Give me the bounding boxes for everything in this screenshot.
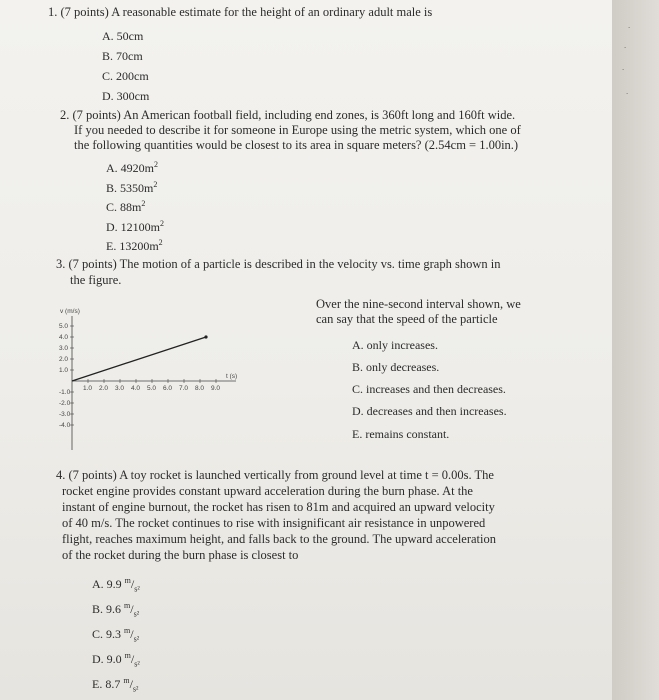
y-tick-label: 5.0 (59, 323, 69, 331)
x-tick-label: 6.0 (163, 385, 173, 392)
q1-option-b: B. 70cm (102, 49, 143, 63)
q2-option-b: B. $5350m^2$ (106, 180, 158, 195)
x-tick-label: 4.0 (131, 385, 141, 392)
q3-option-c: C. increases and then decreases. (352, 382, 506, 396)
margin-scribble: · (628, 24, 631, 32)
q2-option-d: D. $12100m^2$ (106, 219, 164, 234)
x-tick-label: 7.0 (179, 385, 189, 392)
q4-line1: 4. (7 points) A toy rocket is launched vertically from ground level at time t = 0.00s. The (56, 468, 494, 482)
x-tick-label: 1.0 (83, 385, 93, 392)
y-tick-label: 1.0 (59, 367, 69, 375)
q4-line5: flight, reaches maximum height, and falls back to the ground. The upward acceleration (62, 532, 496, 546)
y-tick-label: 4.0 (59, 334, 69, 342)
q4-line2: rocket engine provides constant upward acceleration during the burn phase. At the (62, 484, 473, 498)
margin-scribble: · (626, 90, 629, 98)
q4-line3: instant of engine burnout, the rocket has risen to 81m and acquired an upward velocity (62, 500, 495, 514)
q2-option-c: C. $88m^2$ (106, 199, 146, 214)
y-tick-label: -2.0 (59, 400, 71, 408)
y-tick-label: 2.0 (59, 356, 69, 364)
y-tick-label: 3.0 (59, 345, 69, 353)
x-tick-label: 3.0 (115, 385, 125, 392)
q1-option-c: C. 200cm (102, 69, 149, 83)
q4-line4: of 40 m/s. The rocket continues to rise with insignificant air resistance in unpowered (62, 516, 486, 530)
q2-option-e: E. $13200m^2$ (106, 238, 163, 253)
y-tick-label: -3.0 (59, 411, 71, 419)
q4-option-e: E. 8.7 $^m/_{s^2}$ (92, 676, 139, 694)
x-tick-label: 2.0 (99, 385, 109, 392)
x-tick-label: 5.0 (147, 385, 157, 392)
q3-stem2: can say that the speed of the particle (316, 312, 498, 326)
y-tick-label: -1.0 (59, 389, 71, 397)
margin-scribble: · (622, 66, 625, 74)
velocity-time-graph (58, 304, 248, 452)
q3-option-e: E. remains constant. (352, 427, 450, 441)
q4-line6: of the rocket during the burn phase is closest to (62, 548, 299, 562)
adjacent-page-edge (612, 0, 659, 700)
q1-prompt: 1. (7 points) A reasonable estimate for the height of an ordinary adult male is (48, 5, 433, 19)
q3-stem1: Over the nine-second interval shown, we (316, 297, 521, 311)
q3-option-a: A. only increases. (352, 338, 438, 352)
velocity-line (72, 337, 206, 381)
q3-line1: 3. (7 points) The motion of a particle is described in the velocity vs. time graph shown in (56, 257, 501, 271)
q4-option-c: C. 9.3 $^m/_{s^2}$ (92, 626, 140, 644)
q3-option-b: B. only decreases. (352, 360, 440, 374)
q2-option-a: A. $4920m^2$ (106, 160, 158, 175)
q4-option-a: A. 9.9 $^m/_{s^2}$ (92, 576, 140, 594)
q3-option-d: D. decreases and then increases. (352, 404, 507, 418)
q2-line3: the following quantities would be closest to its area in square meters? (2.54cm = 1.00in.) (74, 138, 519, 152)
y-tick-label: -4.0 (59, 422, 71, 430)
q4-option-d: D. 9.0 $^m/_{s^2}$ (92, 651, 140, 669)
q1-option-a: A. 50cm (102, 29, 144, 43)
q2-line2: If you needed to describe it for someone in Europe using the metric system, which one of (74, 123, 521, 137)
x-tick-label: 8.0 (195, 385, 205, 392)
x-tick-label: 9.0 (211, 385, 221, 392)
graph-ylabel: v (m/s) (60, 308, 80, 315)
q1-option-d: D. 300cm (102, 89, 150, 103)
margin-scribble: · (624, 44, 627, 52)
q3-line2: the figure. (70, 273, 122, 287)
velocity-line-end (204, 335, 207, 338)
q2-line1: 2. (7 points) An American football field, including end zones, is 360ft long and 160ft wide. (60, 108, 516, 122)
graph-xlabel: t (s) (226, 373, 238, 380)
q4-option-b: B. 9.6 $^m/_{s^2}$ (92, 601, 140, 619)
